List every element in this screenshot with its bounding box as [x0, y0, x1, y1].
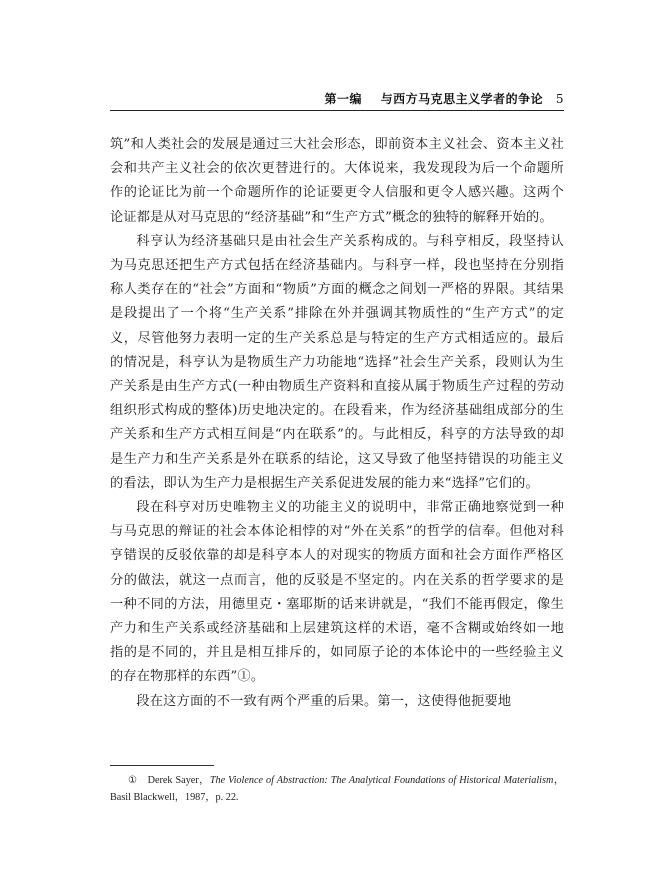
paragraph-1: 筑”和人类社会的发展是通过三大社会形态，即前资本主义社会、资本主义社会和共产主义社会的依次更替进行的。大体说来，我发现段为后一个命题所作的论证比为前一个命题所作的论证要更令人信服和更令人感兴趣。这两个论证都是从对马克思的“经济基础”和“生产方式”概念的独特的解释开始的。 [110, 137, 564, 225]
body-text [110, 133, 564, 714]
page-number: 5 [555, 92, 564, 106]
footnote-author: Derek Sayer， [147, 775, 210, 786]
footnote [110, 772, 564, 806]
running-head [110, 90, 564, 107]
footnote-rule [110, 765, 214, 766]
paragraph-4: 段在这方面的不一致有两个严重的后果。第一，这使得他扼要地 [136, 693, 512, 709]
footnote-publisher: ，Basil Blackwell，1987，p. 22. [110, 775, 564, 803]
footnote-title: The Violence of Abstraction: The Analytical Foundations of Historical Materialism [209, 775, 554, 786]
running-head-chapter: 第一编 [324, 92, 362, 106]
paragraph-3: 段在科亨对历史唯物主义的功能主义的说明中，非常正确地察觉到一种与马克思的辩证的社会本体论相悖的对“外在关系”的哲学的信奉。但他对科亨错误的反驳依靠的却是科亨本人的对现实的物质方面和社会方面作严格区分的做法，就这一点而言，他的反驳是不坚定的。内在关系的哲学要求的是一种不同的方法，用德里克・塞耶斯的话来讲就是，“我们不能再假定，像生产力和生产关系或经济基础和上层建筑这样的术语，毫不含糊或始终如一地指的是不同的，并且是相互排斥的，如同原子论的本体论中的一些经验主义的存在物那样的东西”①。 [110, 500, 564, 685]
footnote-mark: ① [128, 775, 138, 786]
header-rule [110, 110, 564, 111]
paragraph-2: 科亨认为经济基础只是由社会生产关系构成的。与科亨相反，段坚持认为马克思还把生产方式包括在经济基础内。与科亨一样，段也坚持在分别指称人类存在的“社会”方面和“物质”方面的概念之间划一严格的界限。其结果是段提出了一个将“生产关系”排除在外并强调其物质性的“生产方式”的定义，尽管他努力表明一定的生产关系总是与特定的生产方式相适应的。最后的情况是，科亨认为是物质生产力功能地“选择”社会生产关系，段则认为生产关系是由生产方式(一种由物质生产资料和直接从属于物质生产过程的劳动组织形式构成的整体)历史地决定的。在段看来，作为经济基础组成部分的生产关系和生产方式相互间是“内在联系”的。与此相反，科亨的方法导致的却是生产力和生产关系是外在联系的结论，这又导致了他坚持错误的功能主义的看法，即认为生产力是根据生产关系促进发展的能力来“选择”它们的。 [110, 233, 564, 491]
running-head-title: 与西方马克思主义学者的争论 [380, 92, 544, 106]
